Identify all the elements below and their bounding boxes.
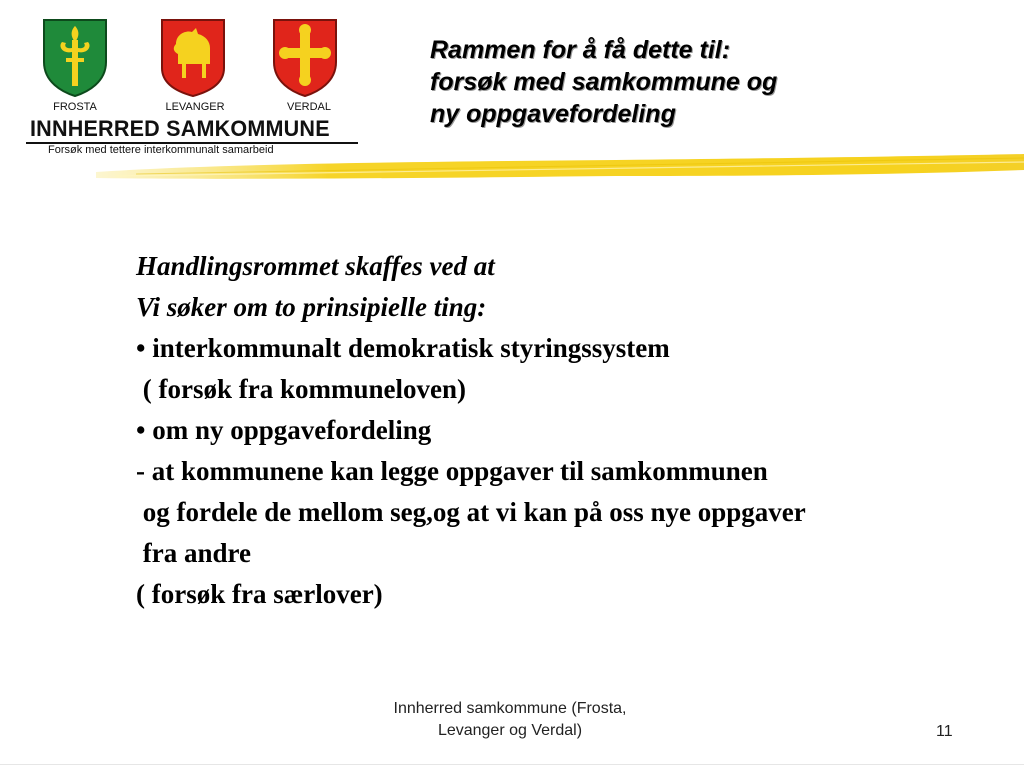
municipality-label: FROSTA: [53, 101, 97, 113]
slide-title: [430, 34, 1010, 130]
footer-line: Levanger og Verdal): [437, 722, 583, 739]
page-number: 11: [936, 723, 953, 740]
body-line: og fordele de mellom seg,og at vi kan på oss nye oppgaver: [136, 497, 806, 527]
municipality-label: LEVANGER: [165, 101, 225, 113]
org-tagline: Forsøk med tettere interkommunalt samarbeid: [48, 144, 274, 156]
body-line: fra andre: [136, 538, 251, 568]
body-line: Vi søker om to prinsipielle ting:: [136, 292, 487, 322]
verdal-shield-icon: [272, 18, 338, 98]
title-line: ny oppgavefordeling: [430, 100, 676, 128]
title-line: forsøk med samkommune og: [430, 68, 778, 96]
slide-footer: [360, 698, 660, 742]
bullet-item: • interkommunalt demokratisk styringssystem: [136, 333, 670, 363]
slide-body: [136, 246, 1006, 615]
org-logo: [26, 18, 366, 163]
body-line: ( forsøk fra kommuneloven): [136, 374, 466, 404]
footer-line: Innherred samkommune (Frosta,: [393, 700, 627, 717]
body-line: ( forsøk fra særlover): [136, 579, 383, 609]
frosta-shield-icon: [42, 18, 108, 98]
levanger-shield-icon: [160, 18, 226, 98]
municipality-label: VERDAL: [286, 101, 332, 113]
title-line: Rammen for å få dette til:: [430, 36, 731, 64]
bullet-item: • om ny oppgavefordeling: [136, 415, 432, 445]
body-line: - at kommunene kan legge oppgaver til samkommunen: [136, 456, 768, 486]
org-name: INNHERRED SAMKOMMUNE: [30, 116, 330, 141]
body-line: Handlingsrommet skaffes ved at: [136, 251, 495, 281]
bottom-rule: [0, 764, 1024, 765]
